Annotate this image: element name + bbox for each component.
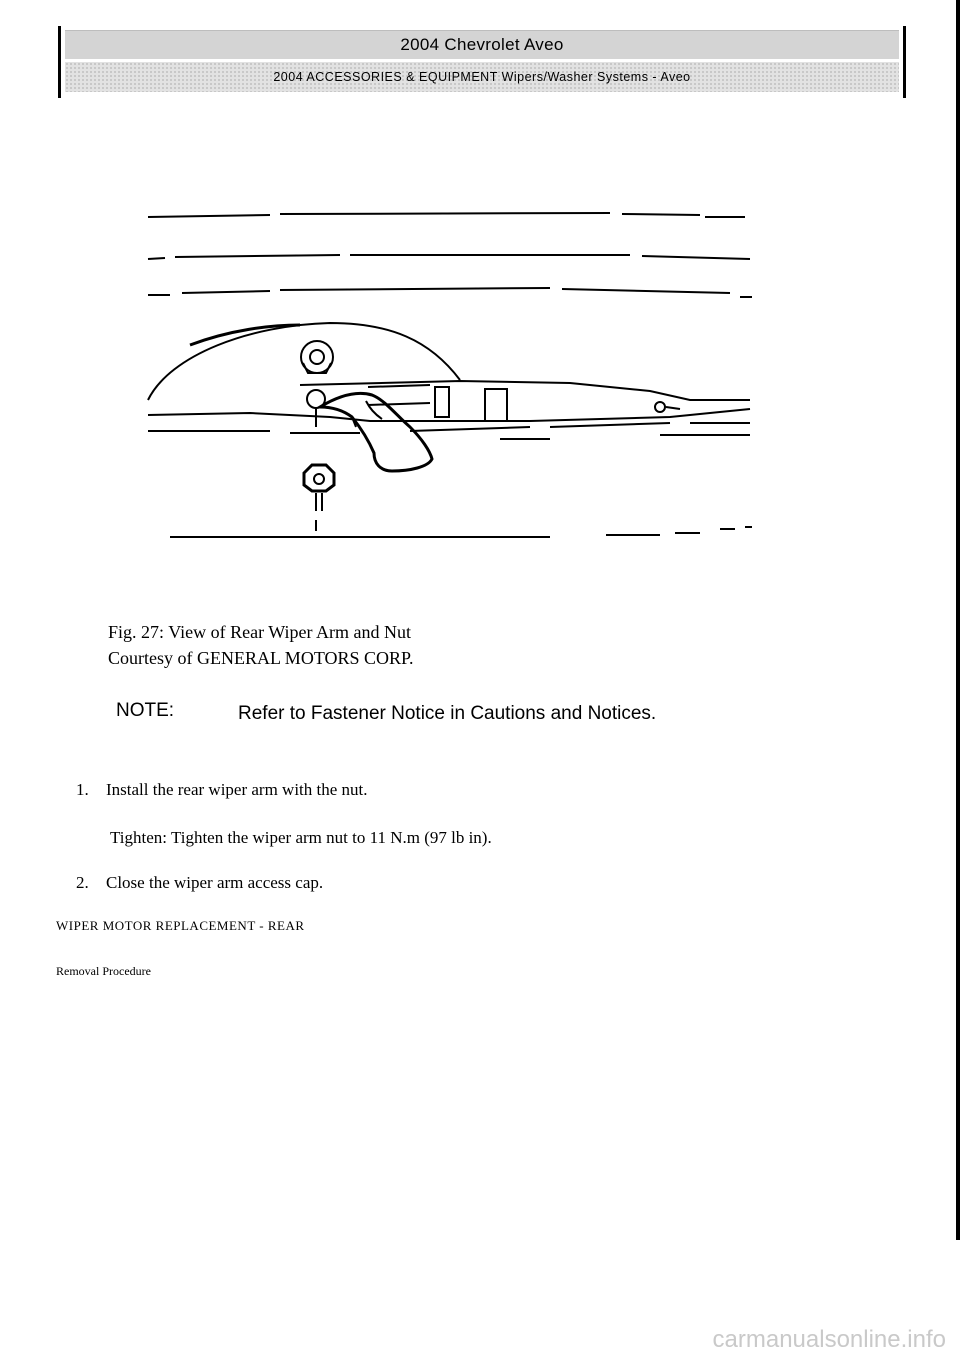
site-watermark: carmanualsonline.info [712, 1326, 946, 1353]
baseline [170, 527, 752, 537]
header-title: 2004 Chevrolet Aveo [65, 30, 899, 59]
section-heading: WIPER MOTOR REPLACEMENT - REAR [56, 918, 305, 933]
wiper-arm-illustration [130, 195, 770, 555]
body-line-3 [148, 288, 752, 297]
procedure-heading: Removal Procedure [56, 964, 151, 978]
body-line-2 [148, 255, 750, 259]
header-right-rule [903, 26, 906, 98]
rail-upper [300, 381, 750, 400]
step-2-number: 2. [76, 873, 89, 892]
step-2-text: Close the wiper arm access cap. [106, 873, 324, 892]
figure-caption-credit: Courtesy of GENERAL MOTORS CORP. [108, 648, 414, 668]
retaining-nut [304, 465, 334, 531]
header-subtitle: 2004 ACCESSORIES & EQUIPMENT Wipers/Washer Systems - Aveo [65, 62, 899, 92]
figure-caption-title: Fig. 27: View of Rear Wiper Arm and Nut [108, 622, 411, 642]
note-text: Refer to Fastener Notice in Cautions and Notices. [238, 703, 657, 724]
page-right-border [956, 0, 960, 1240]
body-line-1 [148, 213, 745, 217]
header-left-rule [58, 26, 61, 98]
step-1-torque-spec: Tighten: Tighten the wiper arm nut to 11 N.m (97 lb in). [110, 828, 492, 847]
wiper-sweep-arc [148, 323, 460, 400]
note-label: NOTE: [116, 700, 175, 721]
step-1-text: Install the rear wiper arm with the nut. [106, 780, 368, 799]
page-header [58, 26, 906, 98]
step-1-number: 1. [76, 780, 89, 799]
